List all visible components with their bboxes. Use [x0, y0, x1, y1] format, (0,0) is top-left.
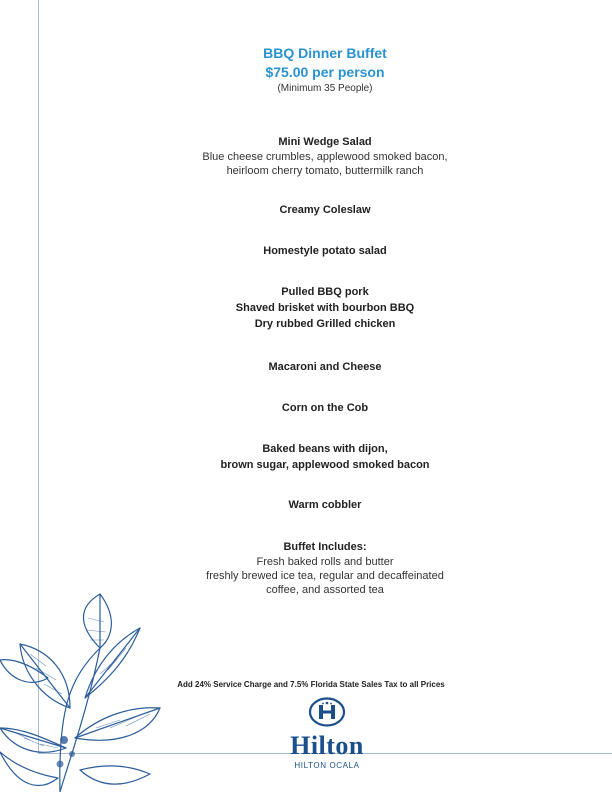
- main-item: Dry rubbed Grilled chicken: [254, 318, 396, 330]
- hilton-wordmark: Hilton: [290, 731, 364, 760]
- hilton-h-emblem-icon: [308, 697, 346, 727]
- leaf-illustration: [0, 588, 175, 792]
- main-item: Shaved brisket with bourbon BBQ: [235, 302, 415, 314]
- includes-line2: freshly brewed ice tea, regular and decaffeinated: [206, 570, 444, 582]
- buffet-includes: [38, 539, 612, 597]
- salad-name: Mini Wedge Salad: [278, 136, 372, 148]
- includes-heading: Buffet Includes:: [283, 541, 367, 553]
- menu-price: $75.00 per person: [265, 64, 385, 80]
- includes-line3: coffee, and assorted tea: [266, 584, 384, 596]
- menu-title: BBQ Dinner Buffet: [263, 45, 387, 61]
- main-item: Pulled BBQ pork: [281, 286, 369, 298]
- includes-line1: Fresh baked rolls and butter: [256, 556, 394, 568]
- mac-name: Macaroni and Cheese: [268, 361, 382, 373]
- beans-line1: Baked beans with dijon,: [262, 443, 388, 455]
- coleslaw-course: [38, 202, 612, 218]
- beans-line2: brown sugar, applewood smoked bacon: [220, 459, 430, 471]
- corn-course: [38, 400, 612, 416]
- beans-course: [38, 441, 612, 473]
- salad-desc-line1: Blue cheese crumbles, applewood smoked bacon,: [202, 151, 448, 163]
- potato-salad-course: [38, 243, 612, 259]
- hilton-logo: [272, 697, 382, 770]
- salad-course: [38, 134, 612, 178]
- potato-salad-name: Homestyle potato salad: [263, 245, 387, 257]
- mac-course: [38, 359, 612, 375]
- cobbler-name: Warm cobbler: [288, 499, 362, 511]
- mains-course: [38, 284, 612, 332]
- corn-name: Corn on the Cob: [281, 402, 369, 414]
- minimum-note: (Minimum 35 People): [277, 83, 373, 94]
- coleslaw-name: Creamy Coleslaw: [279, 204, 371, 216]
- salad-desc-line2: heirloom cherry tomato, buttermilk ranch: [226, 165, 424, 177]
- cobbler-course: [38, 497, 612, 513]
- hilton-location: HILTON OCALA: [294, 761, 360, 770]
- service-charge-notice: Add 24% Service Charge and 7.5% Florida State Sales Tax to all Prices: [177, 680, 445, 689]
